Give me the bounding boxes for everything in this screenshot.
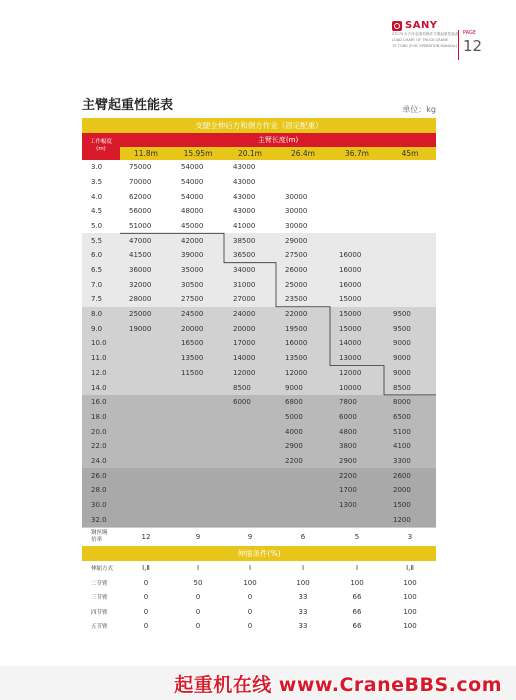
telescoping-value: Ⅰ bbox=[224, 561, 276, 576]
telescoping-title: 伸缩条件(%) bbox=[237, 548, 281, 558]
radius-cell: 3.0 bbox=[82, 160, 120, 175]
capacity-cell: 2200 bbox=[330, 468, 384, 483]
telescoping-value: 100 bbox=[384, 604, 436, 619]
radius-cell: 5.5 bbox=[82, 233, 120, 248]
boom-length-1: 15.95m bbox=[183, 149, 213, 159]
telescoping-value: 0 bbox=[120, 575, 172, 590]
capacity-cell: 43000 bbox=[224, 189, 276, 204]
capacity-cell: 54000 bbox=[172, 175, 224, 190]
capacity-cell: 39000 bbox=[172, 248, 224, 263]
radius-cell: 26.0 bbox=[82, 468, 120, 483]
table-row bbox=[82, 160, 436, 175]
radius-cell: 7.0 bbox=[82, 277, 120, 292]
capacity-cell: 36000 bbox=[120, 263, 172, 278]
table-row bbox=[82, 468, 436, 483]
capacity-cell bbox=[384, 204, 436, 219]
reeving-label-line2: 倍率 bbox=[91, 537, 103, 544]
table-row bbox=[82, 395, 436, 410]
capacity-cell: 32000 bbox=[120, 277, 172, 292]
capacity-cell: 15000 bbox=[330, 292, 384, 307]
capacity-rows bbox=[82, 160, 436, 528]
capacity-cell: 12000 bbox=[276, 366, 330, 381]
capacity-cell: 16500 bbox=[172, 336, 224, 351]
capacity-cell: 29000 bbox=[276, 233, 330, 248]
capacity-cell: 15000 bbox=[330, 321, 384, 336]
table-row bbox=[82, 175, 436, 190]
capacity-cell bbox=[330, 189, 384, 204]
telescoping-row bbox=[82, 619, 436, 634]
capacity-cell bbox=[172, 498, 224, 513]
capacity-cell bbox=[224, 424, 276, 439]
page-number: 12 bbox=[463, 37, 483, 55]
capacity-cell: 3300 bbox=[384, 454, 436, 469]
capacity-cell: 30000 bbox=[276, 204, 330, 219]
capacity-cell: 14000 bbox=[330, 336, 384, 351]
radius-cell: 5.0 bbox=[82, 219, 120, 234]
capacity-cell: 8500 bbox=[224, 380, 276, 395]
telescoping-label: 二节臂 bbox=[82, 575, 120, 590]
capacity-cell: 27500 bbox=[276, 248, 330, 263]
capacity-cell: 13500 bbox=[276, 351, 330, 366]
capacity-cell: 48000 bbox=[172, 204, 224, 219]
telescoping-value: Ⅰ,Ⅱ bbox=[120, 561, 172, 576]
telescoping-value: 33 bbox=[276, 619, 330, 634]
header-subtitle-1: STC75-5 汽车起重机操作手册起重性能表 bbox=[392, 32, 459, 36]
reeving-row bbox=[82, 528, 436, 547]
capacity-cell: 6500 bbox=[384, 410, 436, 425]
capacity-cell bbox=[120, 395, 172, 410]
telescoping-value: 0 bbox=[172, 619, 224, 634]
radius-cell: 8.0 bbox=[82, 307, 120, 322]
radius-cell: 7.5 bbox=[82, 292, 120, 307]
capacity-cell: 9000 bbox=[276, 380, 330, 395]
capacity-cell bbox=[120, 336, 172, 351]
radius-header bbox=[82, 133, 120, 160]
capacity-cell bbox=[384, 160, 436, 175]
capacity-cell bbox=[384, 233, 436, 248]
capacity-cell: 19500 bbox=[276, 321, 330, 336]
capacity-cell: 1500 bbox=[384, 498, 436, 513]
capacity-cell: 41000 bbox=[224, 219, 276, 234]
telescoping-value: 66 bbox=[330, 604, 384, 619]
capacity-cell bbox=[224, 512, 276, 527]
reeving-value: 6 bbox=[276, 528, 330, 547]
radius-cell: 20.0 bbox=[82, 424, 120, 439]
capacity-cell bbox=[330, 160, 384, 175]
table-row bbox=[82, 439, 436, 454]
capacity-cell: 43000 bbox=[224, 175, 276, 190]
capacity-cell bbox=[172, 483, 224, 498]
capacity-cell: 4100 bbox=[384, 439, 436, 454]
capacity-cell: 43000 bbox=[224, 160, 276, 175]
table-row bbox=[82, 512, 436, 527]
capacity-cell: 38500 bbox=[224, 233, 276, 248]
telescoping-value: Ⅰ,Ⅱ bbox=[384, 561, 436, 576]
radius-cell: 22.0 bbox=[82, 439, 120, 454]
capacity-cell: 14000 bbox=[224, 351, 276, 366]
capacity-cell: 8000 bbox=[384, 395, 436, 410]
telescoping-row bbox=[82, 604, 436, 619]
capacity-cell bbox=[224, 498, 276, 513]
page-title: 主臂起重性能表 bbox=[82, 98, 174, 113]
capacity-cell bbox=[224, 439, 276, 454]
capacity-cell: 2900 bbox=[276, 439, 330, 454]
capacity-cell bbox=[172, 512, 224, 527]
capacity-cell: 43000 bbox=[224, 204, 276, 219]
capacity-cell bbox=[384, 219, 436, 234]
telescoping-value: 100 bbox=[384, 619, 436, 634]
capacity-cell bbox=[330, 233, 384, 248]
radius-cell: 10.0 bbox=[82, 336, 120, 351]
capacity-cell: 4000 bbox=[276, 424, 330, 439]
boom-length-title: 主臂长度(m) bbox=[257, 136, 299, 145]
telescoping-value: 100 bbox=[276, 575, 330, 590]
condition-band bbox=[82, 118, 436, 133]
capacity-cell: 8500 bbox=[384, 380, 436, 395]
radius-header-line1: 工作幅度 bbox=[89, 139, 112, 146]
capacity-cell: 30000 bbox=[276, 219, 330, 234]
telescoping-label: 三节臂 bbox=[82, 590, 120, 605]
capacity-cell: 3800 bbox=[330, 439, 384, 454]
radius-cell: 9.0 bbox=[82, 321, 120, 336]
table-row bbox=[82, 219, 436, 234]
capacity-cell: 25000 bbox=[120, 307, 172, 322]
capacity-cell: 1200 bbox=[384, 512, 436, 527]
boom-length-5: 45m bbox=[401, 149, 419, 159]
capacity-cell bbox=[120, 468, 172, 483]
capacity-cell: 5100 bbox=[384, 424, 436, 439]
header-divider bbox=[458, 30, 459, 60]
capacity-cell: 15000 bbox=[330, 307, 384, 322]
reeving-value: 3 bbox=[384, 528, 436, 547]
telescoping-value: 0 bbox=[172, 590, 224, 605]
capacity-cell: 7800 bbox=[330, 395, 384, 410]
radius-header-line2: (m) bbox=[96, 146, 106, 153]
capacity-cell bbox=[330, 175, 384, 190]
capacity-cell bbox=[384, 277, 436, 292]
table-row bbox=[82, 321, 436, 336]
capacity-cell: 20000 bbox=[172, 321, 224, 336]
capacity-cell: 16000 bbox=[330, 263, 384, 278]
capacity-cell bbox=[120, 498, 172, 513]
capacity-cell: 30000 bbox=[276, 189, 330, 204]
capacity-cell bbox=[384, 248, 436, 263]
boom-length-3: 26.4m bbox=[290, 149, 315, 159]
capacity-cell bbox=[120, 424, 172, 439]
capacity-cell: 1700 bbox=[330, 483, 384, 498]
table-row bbox=[82, 292, 436, 307]
telescoping-value: 0 bbox=[120, 604, 172, 619]
telescoping-row bbox=[82, 590, 436, 605]
telescoping-row bbox=[82, 561, 436, 576]
capacity-cell bbox=[224, 454, 276, 469]
capacity-cell bbox=[384, 292, 436, 307]
capacity-cell bbox=[172, 395, 224, 410]
radius-cell: 14.0 bbox=[82, 380, 120, 395]
capacity-cell: 2200 bbox=[276, 454, 330, 469]
table-row bbox=[82, 336, 436, 351]
capacity-cell bbox=[120, 380, 172, 395]
reeving-value: 12 bbox=[120, 528, 172, 547]
radius-cell: 4.0 bbox=[82, 189, 120, 204]
capacity-cell: 62000 bbox=[120, 189, 172, 204]
table-row bbox=[82, 263, 436, 278]
capacity-cell bbox=[172, 468, 224, 483]
capacity-cell bbox=[276, 498, 330, 513]
capacity-cell: 9500 bbox=[384, 321, 436, 336]
capacity-cell: 11500 bbox=[172, 366, 224, 381]
telescoping-row bbox=[82, 575, 436, 590]
radius-cell: 6.5 bbox=[82, 263, 120, 278]
reeving-value: 5 bbox=[330, 528, 384, 547]
capacity-cell: 34000 bbox=[224, 263, 276, 278]
capacity-cell: 31000 bbox=[224, 277, 276, 292]
capacity-cell: 28000 bbox=[120, 292, 172, 307]
boom-length-0: 11.8m bbox=[133, 149, 158, 159]
capacity-cell bbox=[172, 380, 224, 395]
radius-cell: 32.0 bbox=[82, 512, 120, 527]
radius-cell: 18.0 bbox=[82, 410, 120, 425]
boom-length-row bbox=[82, 147, 436, 160]
table-row bbox=[82, 483, 436, 498]
telescoping-value: 0 bbox=[120, 619, 172, 634]
capacity-cell bbox=[276, 483, 330, 498]
telescoping-value: 66 bbox=[330, 619, 384, 634]
capacity-cell: 10000 bbox=[330, 380, 384, 395]
capacity-cell bbox=[172, 424, 224, 439]
capacity-cell bbox=[330, 204, 384, 219]
radius-cell: 6.0 bbox=[82, 248, 120, 263]
telescoping-value: 50 bbox=[172, 575, 224, 590]
capacity-cell: 13500 bbox=[172, 351, 224, 366]
telescoping-label: 五节臂 bbox=[82, 619, 120, 634]
capacity-cell: 35000 bbox=[172, 263, 224, 278]
table-row bbox=[82, 277, 436, 292]
capacity-cell: 9000 bbox=[384, 336, 436, 351]
capacity-cell bbox=[120, 512, 172, 527]
reeving-label bbox=[82, 528, 120, 547]
capacity-cell: 16000 bbox=[276, 336, 330, 351]
capacity-cell: 13000 bbox=[330, 351, 384, 366]
capacity-cell bbox=[224, 410, 276, 425]
capacity-cell: 16000 bbox=[330, 248, 384, 263]
telescoping-value: 0 bbox=[224, 619, 276, 634]
capacity-cell bbox=[172, 410, 224, 425]
telescoping-value: 100 bbox=[330, 575, 384, 590]
capacity-cell: 45000 bbox=[172, 219, 224, 234]
capacity-cell bbox=[172, 454, 224, 469]
boom-length-4: 36.7m bbox=[344, 149, 369, 159]
capacity-cell bbox=[120, 454, 172, 469]
capacity-cell bbox=[120, 483, 172, 498]
reeving-value: 9 bbox=[172, 528, 224, 547]
table-row bbox=[82, 233, 436, 248]
telescoping-value: 33 bbox=[276, 590, 330, 605]
radius-cell: 24.0 bbox=[82, 454, 120, 469]
radius-cell: 12.0 bbox=[82, 366, 120, 381]
capacity-cell: 27000 bbox=[224, 292, 276, 307]
capacity-cell bbox=[120, 439, 172, 454]
condition-text: 支腿全伸后方和侧方作业（固定配重） bbox=[195, 120, 323, 130]
radius-cell: 30.0 bbox=[82, 498, 120, 513]
table-row bbox=[82, 204, 436, 219]
capacity-cell: 2000 bbox=[384, 483, 436, 498]
capacity-cell: 25000 bbox=[276, 277, 330, 292]
telescoping-band bbox=[82, 546, 436, 561]
capacity-cell: 24000 bbox=[224, 307, 276, 322]
capacity-cell: 75000 bbox=[120, 160, 172, 175]
capacity-cell: 47000 bbox=[120, 233, 172, 248]
telescoping-value: 66 bbox=[330, 590, 384, 605]
capacity-cell bbox=[120, 366, 172, 381]
capacity-cell: 16000 bbox=[330, 277, 384, 292]
header-subtitle-2: LOAD CHART OF TRUCK CRANE bbox=[392, 38, 448, 42]
table-row bbox=[82, 380, 436, 395]
telescoping-value: 100 bbox=[384, 575, 436, 590]
sany-logo-icon bbox=[392, 21, 402, 31]
load-chart-table bbox=[82, 118, 436, 633]
capacity-cell bbox=[120, 410, 172, 425]
footer-watermark: 起重机在线 www.CraneBBS.com bbox=[174, 674, 502, 696]
table-row bbox=[82, 454, 436, 469]
table-row bbox=[82, 189, 436, 204]
radius-cell: 3.5 bbox=[82, 175, 120, 190]
capacity-cell bbox=[276, 512, 330, 527]
telescoping-value: 100 bbox=[224, 575, 276, 590]
capacity-cell: 30500 bbox=[172, 277, 224, 292]
capacity-cell: 9500 bbox=[384, 307, 436, 322]
telescoping-label: 四节臂 bbox=[82, 604, 120, 619]
radius-cell: 28.0 bbox=[82, 483, 120, 498]
capacity-cell: 1300 bbox=[330, 498, 384, 513]
radius-cell: 4.5 bbox=[82, 204, 120, 219]
reeving-label-line1: 钢丝绳 bbox=[91, 530, 108, 537]
telescoping-value: 0 bbox=[224, 604, 276, 619]
capacity-cell: 6000 bbox=[224, 395, 276, 410]
capacity-cell: 12000 bbox=[224, 366, 276, 381]
telescoping-value: 0 bbox=[120, 590, 172, 605]
unit-label: 单位：kg bbox=[402, 105, 436, 114]
table-row bbox=[82, 410, 436, 425]
capacity-cell: 51000 bbox=[120, 219, 172, 234]
capacity-cell: 17000 bbox=[224, 336, 276, 351]
capacity-cell: 2900 bbox=[330, 454, 384, 469]
table-row bbox=[82, 424, 436, 439]
radius-cell: 16.0 bbox=[82, 395, 120, 410]
table-row bbox=[82, 498, 436, 513]
telescoping-value: 0 bbox=[224, 590, 276, 605]
capacity-cell: 19000 bbox=[120, 321, 172, 336]
capacity-cell bbox=[276, 160, 330, 175]
telescoping-value: 0 bbox=[172, 604, 224, 619]
table-row bbox=[82, 366, 436, 381]
capacity-cell: 56000 bbox=[120, 204, 172, 219]
capacity-cell: 42000 bbox=[172, 233, 224, 248]
telescoping-value: Ⅰ bbox=[276, 561, 330, 576]
capacity-cell: 36500 bbox=[224, 248, 276, 263]
capacity-cell: 5000 bbox=[276, 410, 330, 425]
capacity-cell: 54000 bbox=[172, 160, 224, 175]
telescoping-value: Ⅰ bbox=[330, 561, 384, 576]
capacity-cell: 24500 bbox=[172, 307, 224, 322]
capacity-cell bbox=[276, 175, 330, 190]
capacity-cell: 6000 bbox=[330, 410, 384, 425]
capacity-cell: 6800 bbox=[276, 395, 330, 410]
header-subtitle-3: 75 TONS (FOR OPERATION MANUAL) bbox=[392, 44, 458, 48]
capacity-cell: 9000 bbox=[384, 351, 436, 366]
capacity-cell bbox=[330, 512, 384, 527]
telescoping-value: 100 bbox=[384, 590, 436, 605]
brand-name: SANY bbox=[405, 20, 438, 31]
capacity-cell bbox=[384, 263, 436, 278]
reeving-value: 9 bbox=[224, 528, 276, 547]
capacity-cell: 23500 bbox=[276, 292, 330, 307]
capacity-cell: 41500 bbox=[120, 248, 172, 263]
capacity-cell: 9000 bbox=[384, 366, 436, 381]
capacity-cell bbox=[384, 189, 436, 204]
brand-logo bbox=[392, 20, 462, 49]
capacity-cell: 12000 bbox=[330, 366, 384, 381]
capacity-cell: 70000 bbox=[120, 175, 172, 190]
telescoping-value: 33 bbox=[276, 604, 330, 619]
telescoping-value: Ⅰ bbox=[172, 561, 224, 576]
radius-cell: 11.0 bbox=[82, 351, 120, 366]
table-row bbox=[82, 307, 436, 322]
capacity-cell: 27500 bbox=[172, 292, 224, 307]
capacity-cell bbox=[224, 483, 276, 498]
capacity-cell bbox=[330, 219, 384, 234]
table-row bbox=[82, 351, 436, 366]
capacity-cell: 26000 bbox=[276, 263, 330, 278]
capacity-cell bbox=[224, 468, 276, 483]
capacity-cell: 2600 bbox=[384, 468, 436, 483]
capacity-cell: 20000 bbox=[224, 321, 276, 336]
capacity-cell bbox=[276, 468, 330, 483]
capacity-cell: 22000 bbox=[276, 307, 330, 322]
capacity-cell bbox=[120, 351, 172, 366]
boom-length-2: 20.1m bbox=[237, 149, 262, 159]
table-row bbox=[82, 248, 436, 263]
capacity-cell bbox=[172, 439, 224, 454]
boom-length-header bbox=[82, 133, 436, 148]
telescoping-label: 伸缩方式 bbox=[82, 561, 120, 576]
telescoping-rows bbox=[82, 561, 436, 634]
capacity-cell: 54000 bbox=[172, 189, 224, 204]
page-label: PAGE bbox=[463, 30, 477, 36]
capacity-cell bbox=[384, 175, 436, 190]
capacity-cell: 4800 bbox=[330, 424, 384, 439]
